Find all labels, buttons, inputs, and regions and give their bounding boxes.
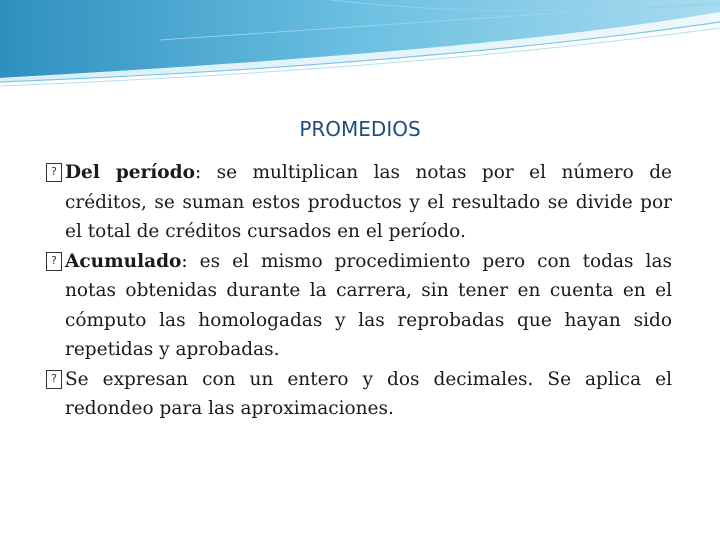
bullet-box-icon: ? (46, 252, 62, 271)
header-wave-decoration (0, 0, 720, 90)
text-expresion: Se expresan con un entero y dos decimales. Se aplica el redondeo para las aproximaciones. (65, 368, 672, 419)
text-periodo: : se multiplican las notas por el número de créditos, se suman estos productos y el resultado se divide por el total de créditos cursados en el período. (65, 162, 672, 242)
bullet-box-icon: ? (46, 370, 62, 389)
text-acumulado: : es el mismo procedimiento pero con todas las notas obtenidas durante la carrera, sin tener en cuenta en el cómputo las homologadas y las reprobadas que hayan sido repetidas y aprobadas. (65, 250, 672, 360)
bullet-paragraph-expresion (46, 365, 672, 424)
bullet-box-icon: ? (46, 163, 62, 182)
term-periodo: Del período (65, 162, 195, 183)
slide-body (46, 158, 672, 424)
bullet-paragraph-periodo (46, 158, 672, 247)
term-acumulado: Acumulado (65, 250, 182, 272)
bullet-paragraph-acumulado (46, 247, 672, 365)
slide-title (0, 117, 720, 141)
slide-title-text: PROMEDIOS (299, 117, 421, 141)
